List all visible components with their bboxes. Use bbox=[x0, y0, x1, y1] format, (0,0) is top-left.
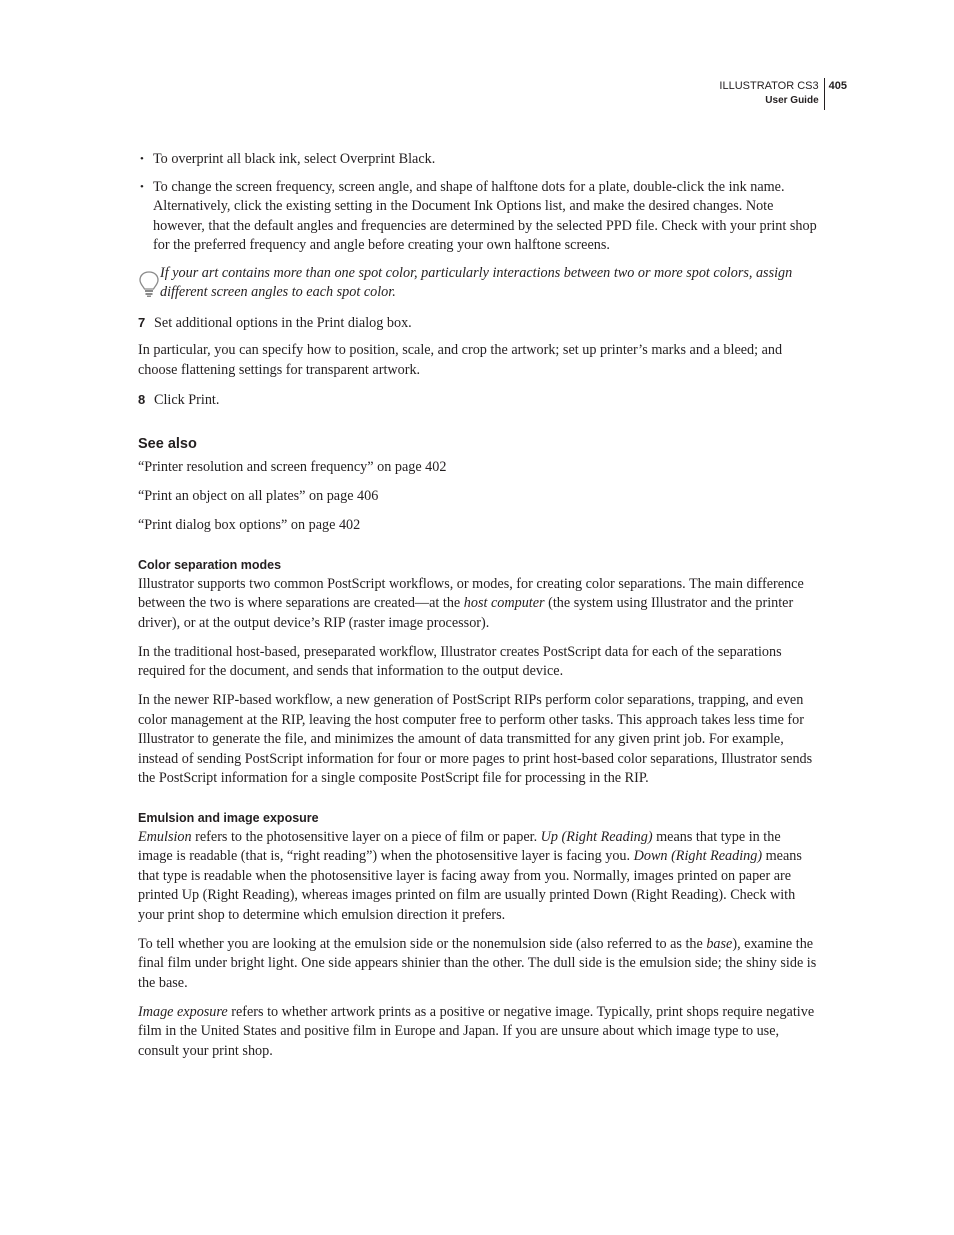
text-run: To tell whether you are looking at the emulsion side or the nonemulsion side (also referred to as the bbox=[138, 935, 707, 952]
text-run: (the system using Illustrator and the printer driver), or at the output device’s RIP (raster image processor). bbox=[138, 595, 794, 631]
emulsion-paragraph bbox=[138, 828, 818, 926]
emulsion-paragraph bbox=[138, 1003, 818, 1062]
tip-note bbox=[138, 264, 818, 303]
step-8 bbox=[138, 390, 818, 411]
emphasis-text: Image exposure bbox=[138, 1003, 228, 1020]
lightbulb-icon bbox=[138, 270, 160, 298]
header-title-block bbox=[719, 78, 824, 110]
step-7 bbox=[138, 313, 818, 334]
emphasis-text: base bbox=[706, 935, 733, 952]
text-run: refers to the photosensitive layer on a piece of film or paper. bbox=[191, 828, 541, 845]
text-run: ), examine the final film under bright light. One side appears shinier than the other. The dull side is the emulsion side; the shiny side is the base. bbox=[138, 935, 817, 991]
see-also-link[interactable]: “Print dialog box options” on page 402 bbox=[138, 517, 361, 533]
color-separation-paragraph: In the traditional host-based, preseparated workflow, Illustrator creates PostScript data for each of the separations required for the document, and sends that information to the output device. bbox=[138, 643, 782, 679]
see-also-heading: See also bbox=[138, 436, 197, 452]
see-also-link[interactable]: “Printer resolution and screen frequency” on page 402 bbox=[138, 459, 447, 475]
see-also-link[interactable]: “Print an object on all plates” on page 406 bbox=[138, 488, 379, 504]
header-guide: User Guide bbox=[765, 95, 819, 106]
emphasis-text: Up (Right Reading) bbox=[540, 828, 653, 845]
step-text: Click Print. bbox=[154, 391, 220, 408]
emphasis-text: Emulsion bbox=[138, 828, 192, 845]
header-product: ILLUSTRATOR CS3 bbox=[719, 80, 819, 92]
step-text: Set additional options in the Print dialog box. bbox=[154, 314, 412, 331]
page-content bbox=[138, 150, 818, 1071]
color-separation-paragraph: In the newer RIP-based workflow, a new generation of PostScript RIPs perform color separations, trapping, and even color management at the RIP, leaving the host computer free to perform other tasks. This approach takes less time for Illustrator to generate the file, and minimizes the amount of data transmitted for any given print job. For example, instead of sending PostScript information for four or more pages to print host-based color separations, Illustrator sends the PostScript information for a single composite PostScript file for processing in the RIP. bbox=[138, 692, 813, 786]
page-number: 405 bbox=[828, 80, 847, 92]
text-run: means that type in the image is readable (that is, “right reading”) when the photosensitive layer is facing you. bbox=[138, 828, 781, 864]
emulsion-heading: Emulsion and image exposure bbox=[138, 810, 319, 825]
step-7-detail: In particular, you can specify how to position, scale, and crop the artwork; set up printer’s marks and a bleed; and choose flattening settings for transparent artwork. bbox=[138, 342, 783, 378]
text-run: means that type is readable when the photosensitive layer is facing away from you. Normally, images printed on paper are printed Up (Right Reading), whereas images printed on film are usually printed Down (Right Reading). Check with your print shop to determine which emulsion direction it prefers. bbox=[138, 848, 802, 923]
emphasis-text: host computer bbox=[463, 595, 545, 611]
page-header bbox=[719, 78, 847, 110]
step-number: 8 bbox=[138, 391, 146, 407]
bullet-item: • To overprint all black ink, select Overprint Black. bbox=[138, 150, 818, 170]
step-number: 7 bbox=[138, 314, 146, 330]
tip-text: If your art contains more than one spot color, particularly interactions between two or more spot colors, assign different screen angles to each spot color. bbox=[160, 264, 793, 300]
color-separation-heading: Color separation modes bbox=[138, 557, 282, 572]
see-also-section bbox=[138, 434, 818, 536]
emulsion-paragraph bbox=[138, 935, 818, 994]
bullet-item: • To change the screen frequency, screen angle, and shape of halftone dots for a plate, double-click the ink name. Alternatively, click the existing setting in the Document Ink Options list, and make the desired changes. Note however, that the default angles and frequencies are determined by the selected PPD file. Check with your print shop for the preferred frequency and angle before creating your own halftone screens. bbox=[138, 178, 818, 256]
text-run: Illustrator supports two common PostScript workflows, or modes, for creating color separations. The main difference between the two is where separations are created—at the bbox=[138, 575, 804, 611]
text-run: refers to whether artwork prints as a positive or negative image. Typically, print shops require negative film in the United States and positive film in Europe and Japan. If you are unsure about which image type to use, consult your print shop. bbox=[138, 1003, 815, 1059]
emphasis-text: Down (Right Reading) bbox=[633, 848, 763, 864]
color-separation-paragraph bbox=[138, 575, 818, 634]
